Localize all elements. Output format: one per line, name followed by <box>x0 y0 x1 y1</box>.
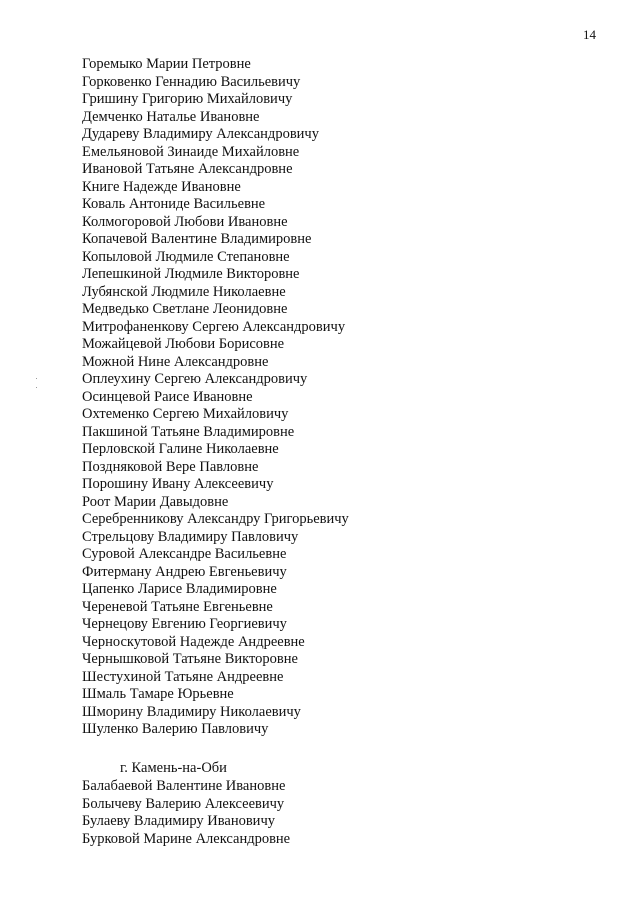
list-item: Черноскутовой Надежде Андреевне <box>82 633 305 650</box>
list-item: Болычеву Валерию Алексеевичу <box>82 795 285 812</box>
list-item: Шморину Владимиру Николаевичу <box>82 703 301 720</box>
recipient-list <box>82 56 349 739</box>
list-item: Гришину Григорию Михайловичу <box>82 91 293 107</box>
list-item: Чернецову Евгению Георгиевичу <box>82 616 287 632</box>
list-item: Оплеухину Сергею Александровичу <box>82 371 308 387</box>
list-item: Порошину Ивану Алексеевичу <box>82 476 274 492</box>
list-item: Горковенко Геннадию Васильевичу <box>82 73 301 90</box>
list-item: Копыловой Людмиле Степановне <box>82 248 290 265</box>
list-item: Бурковой Марине Александровне <box>82 830 291 847</box>
list-item: Колмогоровой Любови Ивановне <box>82 213 288 230</box>
list-item: Осинцевой Раисе Ивановне <box>82 388 253 405</box>
list-item: Пакшиной Татьяне Владимировне <box>82 423 295 440</box>
section-heading: г. Камень-на-Оби <box>120 760 227 776</box>
list-item: Булаеву Владимиру Ивановичу <box>82 813 275 829</box>
list-item: Цапенко Ларисе Владимировне <box>82 581 277 597</box>
list-item: Книге Надежде Ивановне <box>82 178 241 195</box>
list-item: Шуленко Валерию Павловичу <box>82 721 269 737</box>
list-item: Роот Марии Давыдовне <box>82 493 229 510</box>
list-item: Перловской Галине Николаевне <box>82 441 279 457</box>
list-item: Чернышковой Татьяне Викторовне <box>82 651 298 667</box>
list-item: Череневой Татьяне Евгеньевне <box>82 598 273 615</box>
list-item: Охтеменко Сергею Михайловичу <box>82 406 289 422</box>
list-item: Лубянской Людмиле Николаевне <box>82 283 286 300</box>
section-recipient-list <box>82 778 290 848</box>
list-item: Коваль Антониде Васильевне <box>82 196 266 212</box>
list-item: Суровой Александре Васильевне <box>82 546 287 562</box>
list-item: Можайцевой Любови Борисовне <box>82 336 285 352</box>
list-item: Балабаевой Валентине Ивановне <box>82 778 286 794</box>
list-item: Лепешкиной Людмиле Викторовне <box>82 266 300 282</box>
list-item: Демченко Наталье Ивановне <box>82 108 260 125</box>
page-number: 14 <box>583 27 596 42</box>
list-item: Копачевой Валентине Владимировне <box>82 231 312 247</box>
list-item: Можной Нине Александровне <box>82 353 269 370</box>
list-item: Горемыко Марии Петровне <box>82 56 251 72</box>
list-item: Шестухиной Татьяне Андреевне <box>82 668 284 685</box>
list-item: Шмаль Тамаре Юрьевне <box>82 686 234 702</box>
list-item: Стрельцову Владимиру Павловичу <box>82 528 299 545</box>
list-item: Медведько Светлане Леонидовне <box>82 301 288 317</box>
list-item: Серебренникову Александру Григорьевичу <box>82 511 349 527</box>
list-item: Поздняковой Вере Павловне <box>82 458 259 475</box>
scan-artifact <box>36 387 37 388</box>
list-item: Ивановой Татьяне Александровне <box>82 161 293 177</box>
scan-artifact <box>36 378 37 379</box>
list-item: Емельяновой Зинаиде Михайловне <box>82 143 300 160</box>
list-item: Митрофаненкову Сергею Александровичу <box>82 318 346 335</box>
list-item: Дудареву Владимиру Александровичу <box>82 126 319 142</box>
list-item: Фитерману Андрею Евгеньевичу <box>82 563 287 580</box>
